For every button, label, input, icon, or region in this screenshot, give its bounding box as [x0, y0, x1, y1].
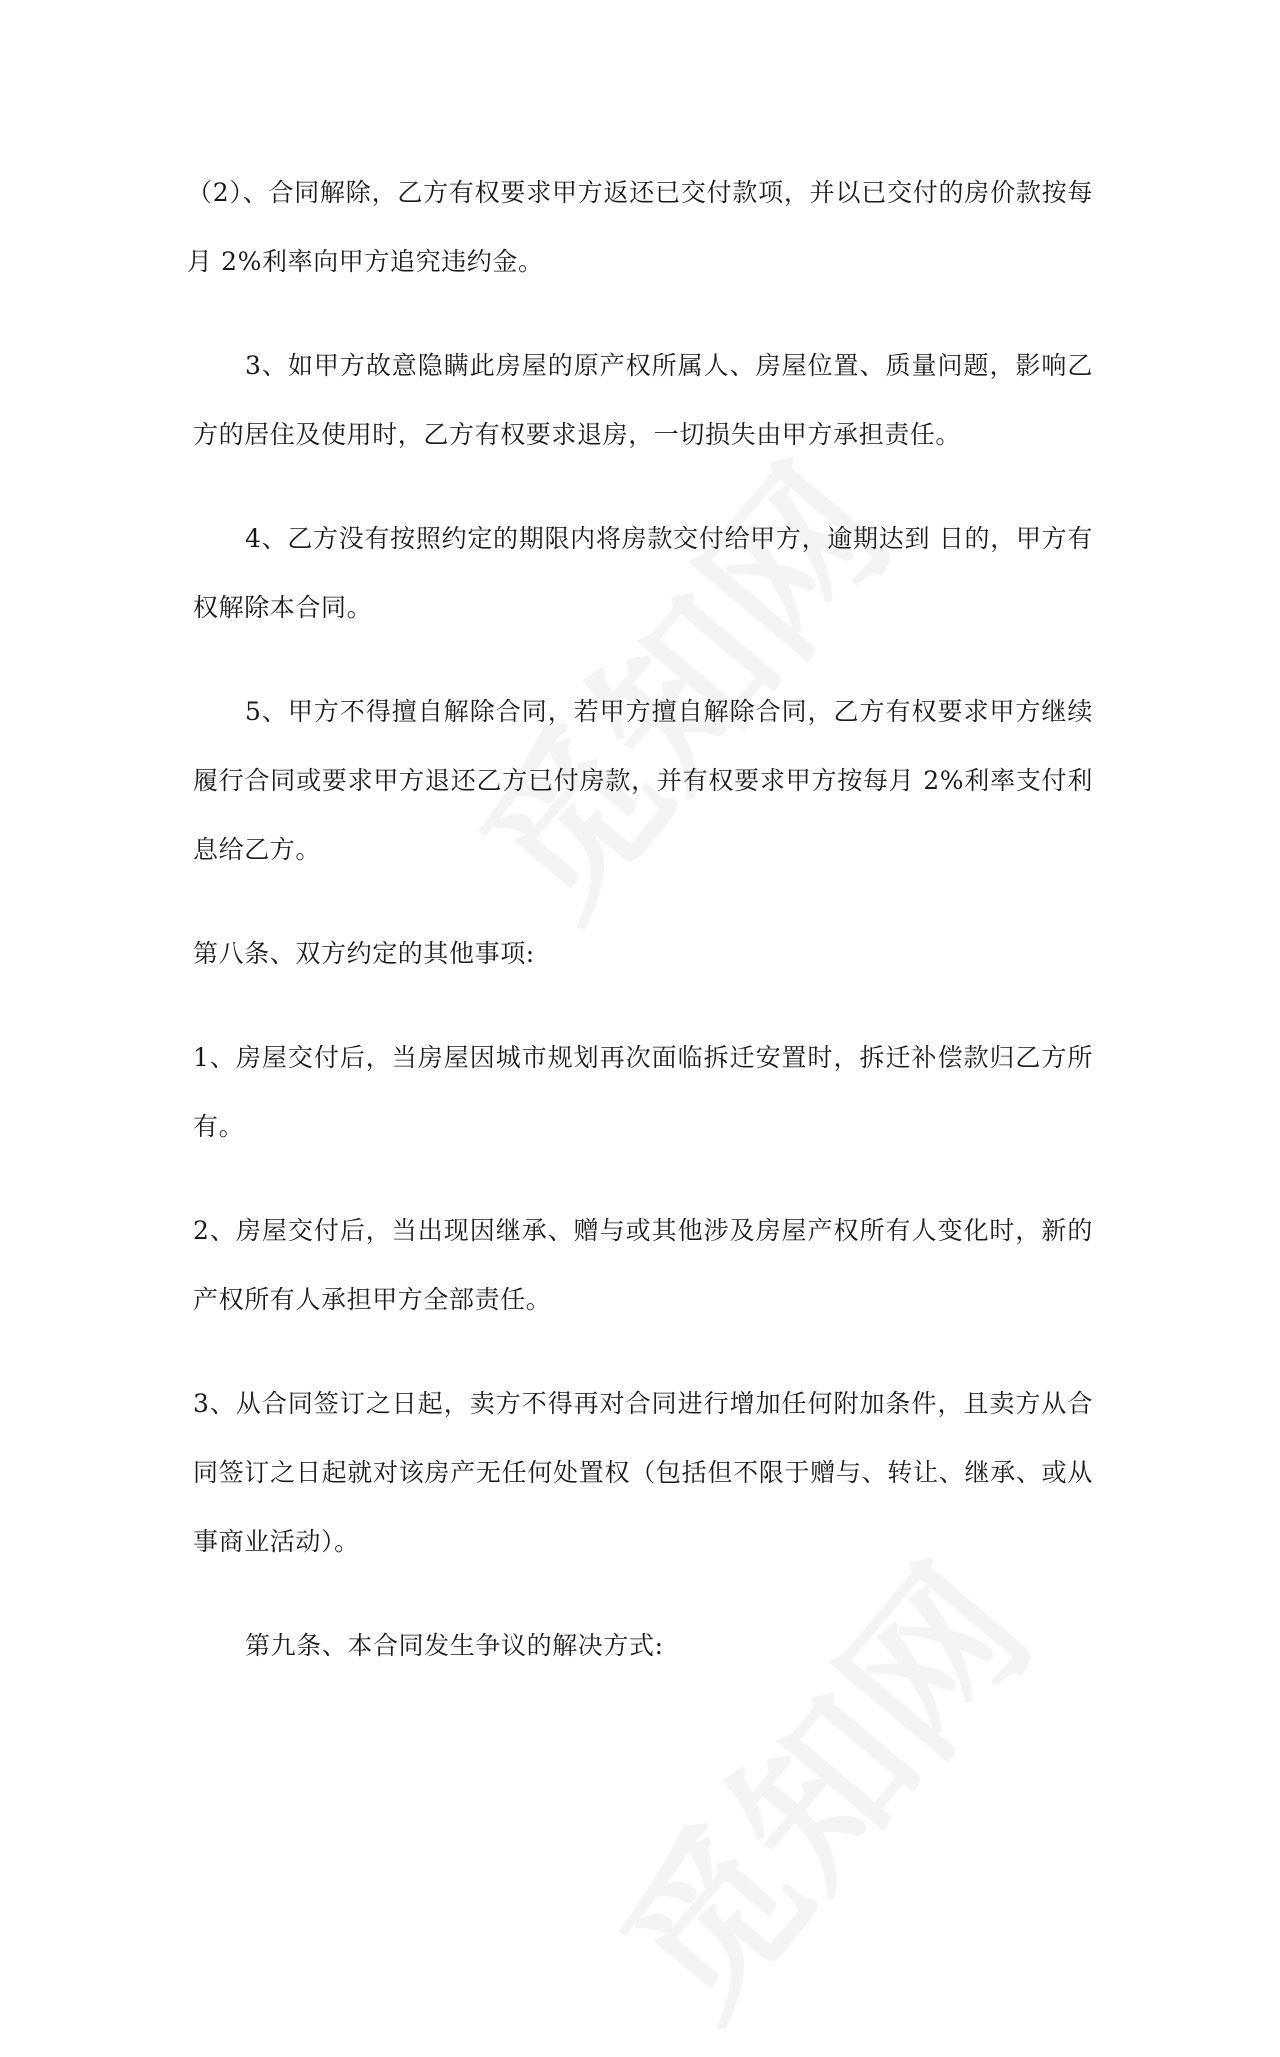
clause-paragraph: 5、甲方不得擅自解除合同，若甲方擅自解除合同，乙方有权要求甲方继续履行合同或要求甲方退还乙方已付房款，并有权要求甲方按每月 2%利率支付利息给乙方。: [193, 697, 1093, 864]
clause-paragraph: 4、乙方没有按照约定的期限内将房款交付给甲方，逾期达到 日的，甲方有权解除本合同。: [193, 524, 1093, 622]
section-heading: 第九条、本合同发生争议的解决方式:: [245, 1631, 664, 1660]
clause-paragraph: 2、房屋交付后，当出现因继承、赠与或其他涉及房屋产权所有人变化时，新的产权所有人承担甲方全部责任。: [193, 1216, 1093, 1314]
clause-paragraph: 3、从合同签订之日起，卖方不得再对合同进行增加任何附加条件，且卖方从合同签订之日起就对该房产无任何处置权（包括但不限于赠与、转让、继承、或从事商业活动）。: [193, 1389, 1093, 1556]
section-heading: 第八条、双方约定的其他事项:: [193, 939, 535, 968]
clause-paragraph: 3、如甲方故意隐瞒此房屋的原产权所属人、房屋位置、质量问题，影响乙方的居住及使用时，乙方有权要求退房，一切损失由甲方承担责任。: [193, 351, 1093, 449]
document-body: [187, 158, 1093, 1715]
clause-paragraph: 1、房屋交付后，当房屋因城市规划再次面临拆迁安置时，拆迁补偿款归乙方所有。: [193, 1043, 1093, 1141]
clause-paragraph: （2）、合同解除，乙方有权要求甲方返还已交付款项，并以已交付的房价款按每月 2%利率向甲方追究违约金。: [187, 178, 1093, 276]
